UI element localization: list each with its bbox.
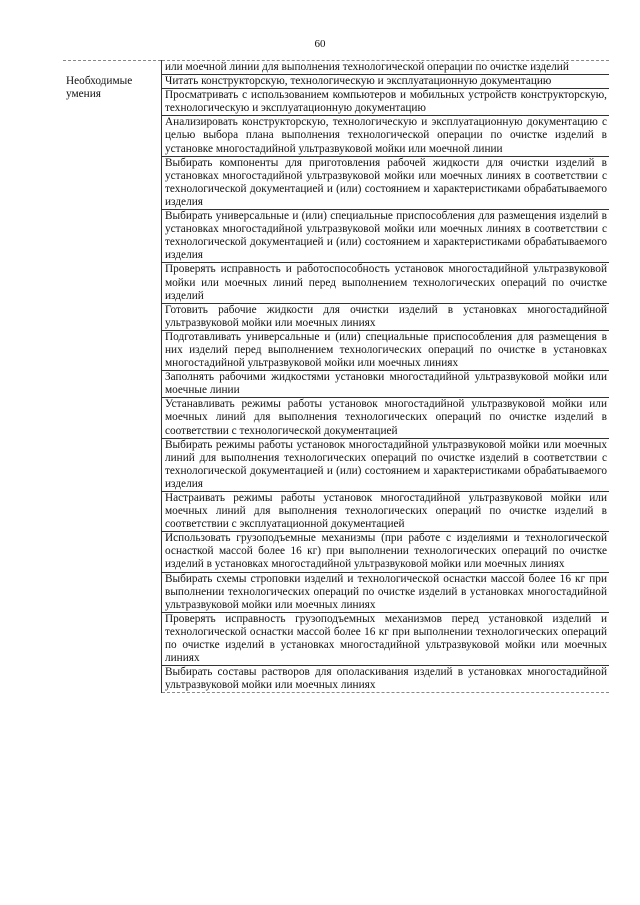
section-label: Необходимые умения (63, 75, 162, 693)
skill-item: Анализировать конструкторскую, технологическую и эксплуатационную документацию с целью выбора плана выполнения технологической операции по очистке изделий в установке многостадийной ультразвуковой мойки или моечной линии (162, 116, 610, 156)
table-row (63, 75, 609, 89)
skill-item: Просматривать с использованием компьютеров и мобильных устройств конструкторскую, технологическую и эксплуатационную документацию (162, 89, 610, 116)
skill-item: Подготавливать универсальные и (или) специальные приспособления для размещения в них изделий перед выполнением технологических операций по очистке в установках многостадийной ультразвуковой мойки или моечных линиях (162, 330, 610, 370)
skill-item: Выбирать режимы работы установок многостадийной ультразвуковой мойки или моечных линий для выполнения технологических операций по очистке изделий в соответствии с технологической документацией и (или) состоянием и характеристиками обрабатываемого изделия (162, 438, 610, 491)
skill-item: Выбирать составы растворов для ополаскивания изделий в установках многостадийной ультразвуковой мойки или моечных линиях (162, 666, 610, 693)
page-number: 60 (314, 38, 326, 50)
skill-item: Проверять исправность и работоспособность установок многостадийной ультразвуковой мойки или моечных линий перед выполнением технологических операций по очистке изделий (162, 263, 610, 303)
skill-item: Готовить рабочие жидкости для очистки изделий в установках многостадийной ультразвуковой мойки или моечных линиях (162, 303, 610, 330)
skill-item: Выбирать универсальные и (или) специальные приспособления для размещения изделий в установках многостадийной ультразвуковой мойки или моечных линиях в соответствии с технологической документацией и (или) состоянием и характеристиками обрабатываемого изделия (162, 210, 610, 263)
skill-item: Выбирать схемы строповки изделий и технологической оснастки массой более 16 кг при выполнении технологических операций по очистке изделий в установках многостадийной ультразвуковой мойки или моечных линиях (162, 572, 610, 612)
table-row-continuation (63, 61, 609, 75)
skills-table (63, 60, 609, 693)
skill-item: Читать конструкторскую, технологическую и эксплуатационную документацию (162, 75, 610, 89)
skill-item: Выбирать компоненты для приготовления рабочей жидкости для очистки изделий в установках многостадийной ультразвуковой мойки или моечных линиях в соответствии с технологической документацией и (или) состоянием и характеристиками обрабатываемого изделия (162, 156, 610, 209)
continuation-cell: или моечной линии для выполнения технологической операции по очистке изделий (162, 61, 610, 75)
label-cell-empty (63, 61, 162, 75)
skill-item: Проверять исправность грузоподъемных механизмов перед установкой изделий и технологической оснастки массой более 16 кг при выполнении технологических операций по очистке изделий в установках многостадийной ультразвуковой мойки или моечных линиях (162, 612, 610, 665)
skill-item: Настраивать режимы работы установок многостадийной ультразвуковой мойки или моечных линий для выполнения технологических операций по очистке изделий в соответствии с эксплуатационной документацией (162, 492, 610, 532)
skill-item: Заполнять рабочими жидкостями установки многостадийной ультразвуковой мойки или моечные линии (162, 371, 610, 398)
skill-item: Устанавливать режимы работы установок многостадийной ультразвуковой мойки или моечных линий для выполнения технологических операций по очистке изделий в соответствии с технологической документацией (162, 398, 610, 438)
skill-item: Использовать грузоподъемные механизмы (при работе с изделиями и технологической оснасткой массой более 16 кг) при выполнении технологических операций по очистке изделий в установках многостадийной ультразвуковой мойки или моечных линиях (162, 532, 610, 572)
